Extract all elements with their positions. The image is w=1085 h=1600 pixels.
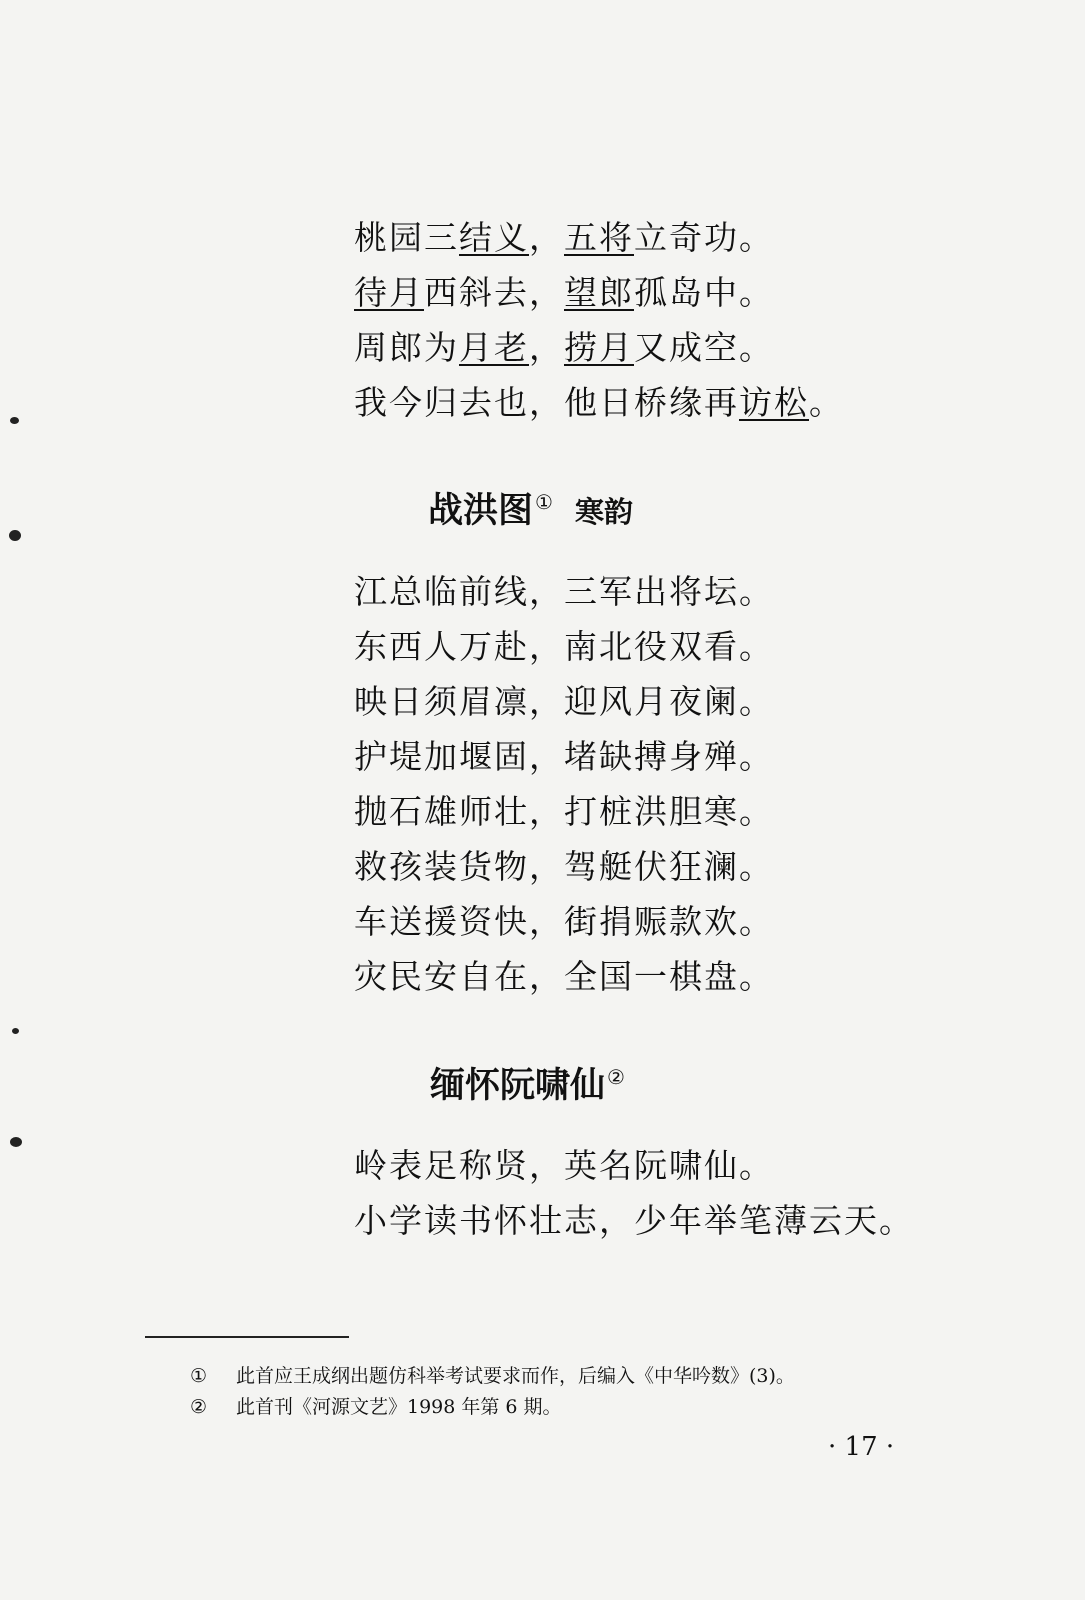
scan-speck	[10, 417, 19, 424]
footnote-1-text: 此首应王成纲出题仿科举考试要求而作，后编入《中华吟数》(3)。	[236, 1365, 795, 1387]
line-text: ，	[529, 328, 564, 367]
line-text: 江总临前线，三军出将坛。	[354, 572, 774, 611]
scan-speck	[12, 1028, 19, 1034]
footnote-1-mark: ①	[190, 1365, 208, 1387]
line-text: 抛石雄师壮，打桩洪胆寒。	[354, 792, 774, 831]
line-text: 又成空。	[634, 328, 774, 367]
underlined-term: 望郎	[564, 273, 634, 312]
poem1-line-4	[354, 377, 844, 424]
footnote-divider	[145, 1336, 349, 1338]
underlined-term: 五将	[564, 218, 634, 257]
line-text: 灾民安自在，全国一棋盘。	[354, 957, 774, 996]
poem3-title	[430, 1058, 625, 1108]
underlined-term: 结义	[459, 218, 529, 257]
line-text: 立奇功。	[634, 218, 774, 257]
poem2-line-3	[354, 676, 774, 723]
scan-speck	[9, 530, 21, 541]
footnote-ref-1: ①	[535, 490, 553, 515]
poem2-line-2	[354, 621, 774, 668]
poem2-rhyme: 寒韵	[574, 495, 633, 529]
line-text: 孤岛中。	[634, 273, 774, 312]
line-text: 东西人万赴，南北役双看。	[354, 627, 774, 666]
poem2-line-6	[354, 841, 774, 888]
poem3-line-1	[354, 1140, 774, 1187]
poem3-line-2	[354, 1195, 914, 1242]
page-number: · 17 ·	[828, 1432, 895, 1462]
line-text: 小学读书怀壮志，少年举笔薄云天。	[354, 1201, 914, 1240]
line-text: 西斜去，	[424, 273, 564, 312]
line-text: 映日须眉凛，迎风月夜阑。	[354, 682, 774, 721]
poem2-title-text: 战洪图	[428, 491, 534, 531]
underlined-term: 待月	[354, 273, 424, 312]
underlined-term: 访松	[739, 383, 809, 422]
line-text: 周郎为	[354, 328, 459, 367]
footnote-2	[190, 1392, 562, 1419]
poem2-line-5	[354, 786, 774, 833]
poem2-line-1	[354, 566, 774, 613]
poem1-line-1	[354, 212, 774, 259]
poem1-line-2	[354, 267, 774, 314]
line-text: 护堤加堰固，堵缺搏身殚。	[354, 737, 774, 776]
poem2-line-4	[354, 731, 774, 778]
footnote-2-text: 此首刊《河源文艺》1998 年第 6 期。	[236, 1396, 562, 1418]
poem3-title-text: 缅怀阮啸仙	[430, 1066, 606, 1106]
line-text: 桃园三	[354, 218, 459, 257]
footnote-1	[190, 1361, 795, 1388]
line-text: 车送援资快，街捐赈款欢。	[354, 902, 774, 941]
underlined-term: 月老	[459, 328, 529, 367]
line-text: 。	[809, 383, 844, 422]
line-text: 救孩装货物，驾艇伏狂澜。	[354, 847, 774, 886]
scan-speck	[10, 1137, 22, 1147]
poem2-line-8	[354, 951, 774, 998]
footnote-2-mark: ②	[190, 1396, 208, 1418]
poem1-line-3	[354, 322, 774, 369]
footnote-ref-2: ②	[607, 1065, 625, 1090]
poem2-line-7	[354, 896, 774, 943]
poem2-title	[428, 483, 633, 533]
line-text: 我今归去也，他日桥缘再	[354, 383, 739, 422]
line-text: ，	[529, 218, 564, 257]
line-text: 岭表足称贤，英名阮啸仙。	[354, 1146, 774, 1185]
underlined-term: 捞月	[564, 328, 634, 367]
